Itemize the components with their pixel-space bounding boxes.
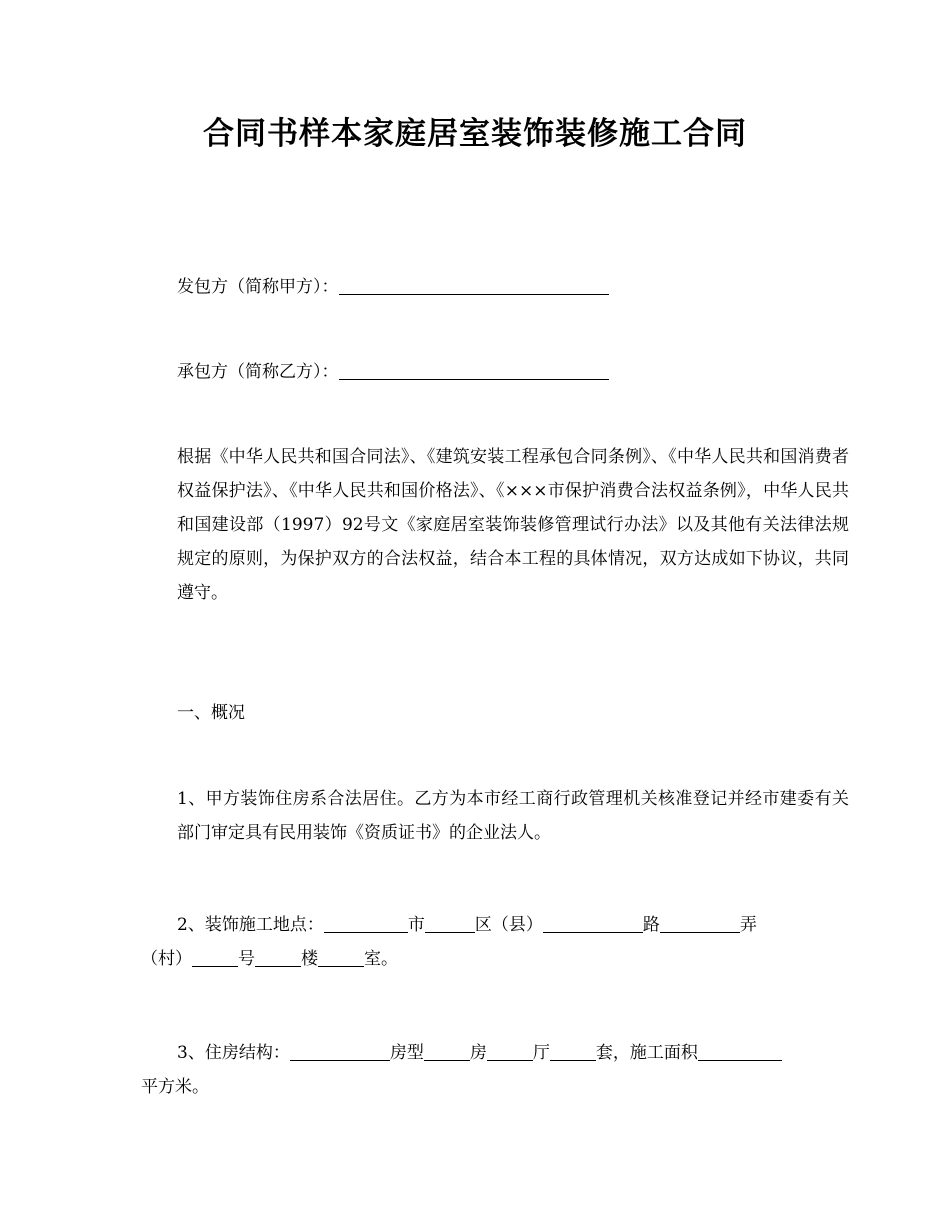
clause-3 bbox=[141, 1036, 849, 1104]
building-blank[interactable] bbox=[255, 948, 301, 967]
building-label: 楼 bbox=[301, 949, 318, 969]
area-blank[interactable] bbox=[698, 1042, 782, 1061]
rooms-blank[interactable] bbox=[424, 1042, 470, 1061]
lane-blank[interactable] bbox=[660, 914, 740, 933]
structure-blank[interactable] bbox=[290, 1042, 390, 1061]
clause-1: 1、甲方装饰住房系合法居住。乙方为本市经工商行政管理机关核准登记并经市建委有关部门审定具有民用装饰《资质证书》的企业法人。 bbox=[177, 789, 849, 843]
room-blank[interactable] bbox=[318, 948, 364, 967]
clause-2 bbox=[141, 908, 849, 976]
number-label: 号 bbox=[238, 949, 255, 969]
party-a-label: 发包方（简称甲方）： bbox=[177, 277, 339, 297]
suite-label: 套，施工面积 bbox=[595, 1043, 698, 1063]
number-blank[interactable] bbox=[192, 948, 238, 967]
district-blank[interactable] bbox=[425, 914, 475, 933]
clause-2-prefix: 2、装饰施工地点： bbox=[177, 915, 324, 935]
house-type-label: 房型 bbox=[389, 1043, 424, 1063]
city-blank[interactable] bbox=[324, 914, 408, 933]
party-b-label: 承包方（简称乙方）： bbox=[177, 362, 339, 382]
city-label: 市 bbox=[407, 915, 425, 935]
party-b-line bbox=[141, 355, 849, 389]
party-a-blank[interactable] bbox=[339, 276, 609, 295]
section-1-heading: 一、概况 bbox=[177, 703, 245, 723]
area-unit-label: 平方米。 bbox=[141, 1077, 209, 1097]
halls-blank[interactable] bbox=[487, 1042, 533, 1061]
road-label: 路 bbox=[642, 915, 660, 935]
village-label: （村） bbox=[141, 949, 192, 969]
halls-label: 厅 bbox=[532, 1043, 550, 1063]
party-b-blank[interactable] bbox=[339, 361, 609, 380]
suite-blank[interactable] bbox=[550, 1042, 596, 1061]
document-title: 合同书样本家庭居室装饰装修施工合同 bbox=[203, 116, 747, 152]
road-blank[interactable] bbox=[543, 914, 643, 933]
party-a-line bbox=[141, 270, 849, 304]
preamble-paragraph: 根据《中华人民共和国合同法》、《建筑安装工程承包合同条例》、《中华人民共和国消费者权益保护法》、《中华人民共和国价格法》、《×××市保护消费合法权益条例》，中华人民共和国建设部（1997）92号文《家庭居室装饰装修管理试行办法》以及其他有关法律法规规定的原则，为保护双方的合法权益，结合本工程的具体情况，双方达成如下协议，共同遵守。 bbox=[177, 447, 849, 603]
rooms-label: 房 bbox=[469, 1043, 487, 1063]
clause-3-prefix: 3、住房结构： bbox=[177, 1043, 290, 1063]
district-label: 区（县） bbox=[474, 915, 543, 935]
room-label: 室。 bbox=[364, 949, 398, 969]
lane-label: 弄 bbox=[739, 915, 757, 935]
